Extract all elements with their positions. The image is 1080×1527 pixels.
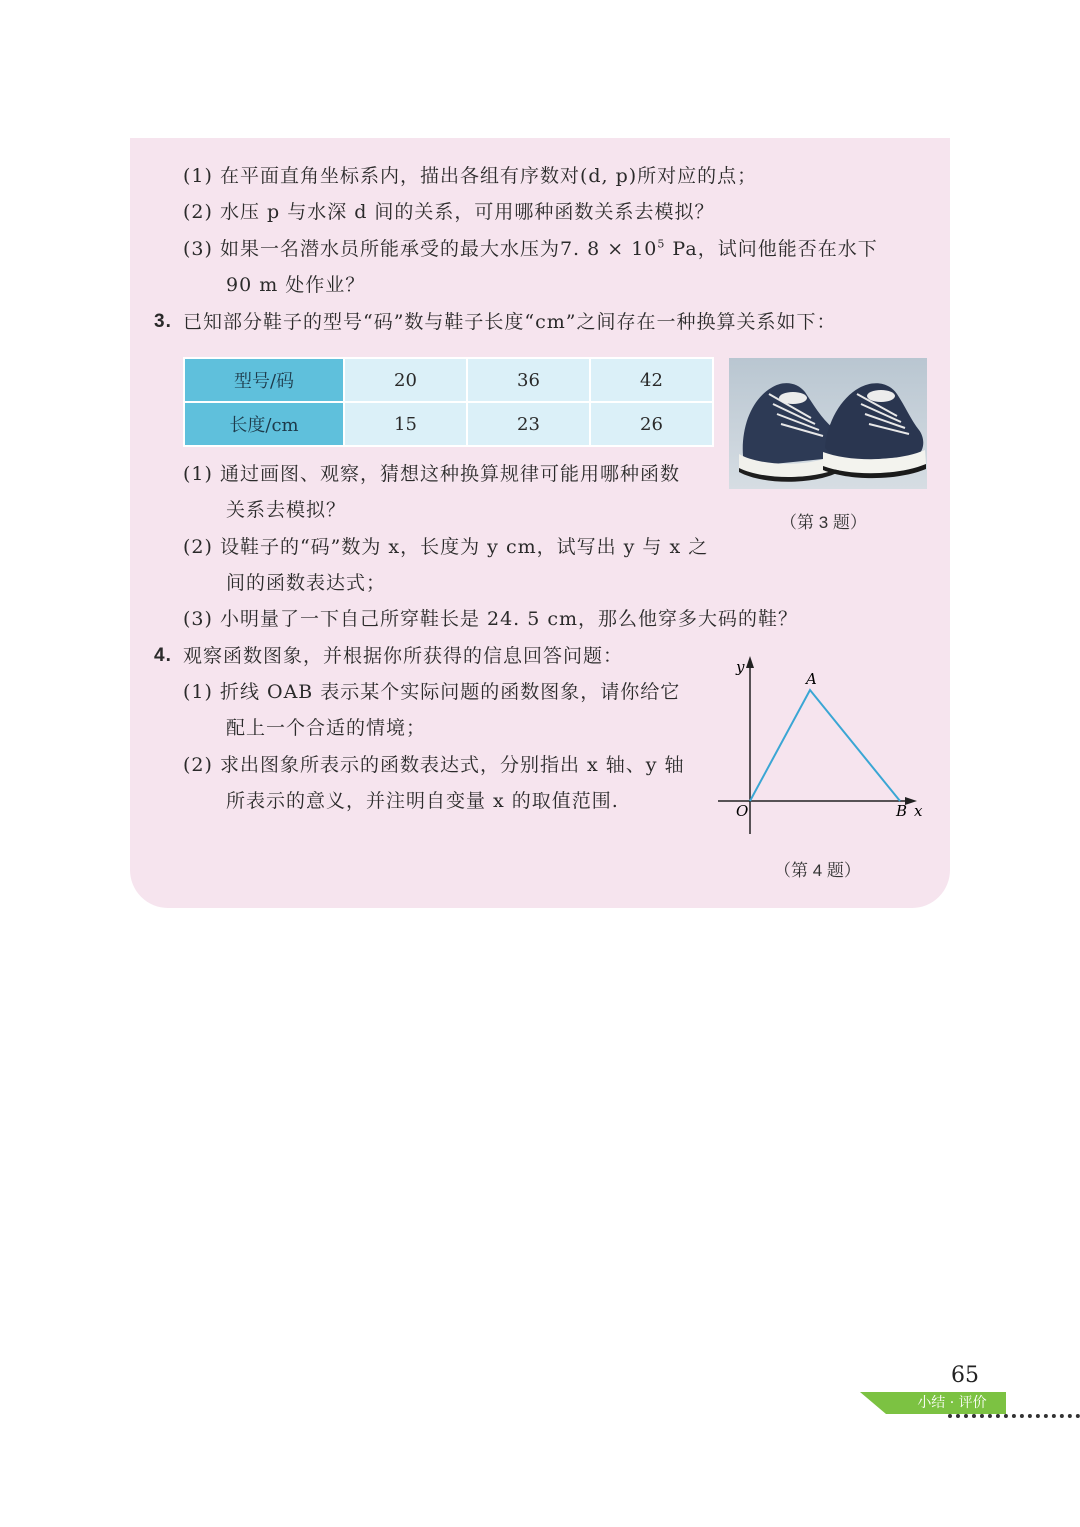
- q4-item-2-cont: 所表示的意义，并注明自变量 x 的取值范围.: [226, 790, 619, 812]
- y-axis-arrow: [746, 656, 754, 668]
- q3-item-2-cont: 间的函数表达式；: [226, 572, 387, 594]
- q2-item-3-exponent: 5: [657, 237, 666, 251]
- function-graph: [712, 652, 928, 842]
- q3-number: 3.: [154, 311, 172, 332]
- table-cell: 26: [590, 402, 713, 446]
- q4-item-1: (1) 折线 OAB 表示某个实际问题的函数图象，请你给它: [183, 681, 681, 703]
- q4-caption: （第 4 题）: [774, 861, 861, 880]
- section-tag: 小结 · 评价: [917, 1395, 987, 1411]
- q2-item-2: (2) 水压 p 与水深 d 间的关系，可用哪种函数关系去模拟？: [183, 201, 715, 223]
- row-header-size: 型号/码: [184, 358, 344, 402]
- q3-item-2: (2) 设鞋子的“码”数为 x，长度为 y cm，试写出 y 与 x 之: [183, 536, 709, 558]
- q2-item-3-cont: 90 m 处作业？: [226, 274, 366, 296]
- q2-item-3-text-b: Pa，试问他能否在水下: [665, 238, 878, 260]
- q4-number: 4.: [154, 645, 172, 666]
- shoe-size-table: [183, 357, 714, 447]
- table-cell: 42: [590, 358, 713, 402]
- page-number: 65: [951, 1363, 979, 1388]
- x-axis-label: x: [914, 802, 923, 820]
- q4-item-1-cont: 配上一个合适的情境；: [226, 717, 427, 739]
- q3-stem: 已知部分鞋子的型号“码”数与鞋子长度“cm”之间存在一种换算关系如下：: [183, 311, 837, 333]
- origin-label: O: [736, 802, 749, 820]
- table-row: [184, 402, 713, 446]
- footer-dotted-rule: [948, 1414, 1080, 1422]
- sneakers-illustration: [729, 358, 927, 489]
- y-axis-label: y: [736, 658, 745, 676]
- q3-item-1-cont: 关系去模拟？: [226, 499, 347, 521]
- q3-item-3: (3) 小明量了一下自己所穿鞋长是 24. 5 cm，那么他穿多大码的鞋？: [183, 608, 799, 630]
- table-cell: 15: [344, 402, 467, 446]
- q2-item-1: (1) 在平面直角坐标系内，描出各组有序数对(d, p)所对应的点；: [183, 165, 758, 187]
- table-cell: 23: [467, 402, 590, 446]
- point-A-label: A: [806, 670, 817, 688]
- q4-item-2: (2) 求出图象所表示的函数表达式，分别指出 x 轴、y 轴: [183, 754, 685, 776]
- q3-caption: （第 3 题）: [780, 513, 867, 532]
- row-header-length: 长度/cm: [184, 402, 344, 446]
- q4-stem: 观察函数图象，并根据你所获得的信息回答问题：: [183, 645, 624, 667]
- table-row: [184, 358, 713, 402]
- q3-item-1: (1) 通过画图、观察，猜想这种换算规律可能用哪种函数: [183, 463, 680, 485]
- polyline-OAB: [750, 690, 900, 801]
- q2-item-3-text-a: (3) 如果一名潜水员所能承受的最大水压为7. 8 × 10: [183, 238, 658, 260]
- table-cell: 20: [344, 358, 467, 402]
- sneakers-photo: [729, 358, 927, 489]
- table-cell: 36: [467, 358, 590, 402]
- q2-item-3: [183, 236, 878, 262]
- point-B-label: B: [896, 802, 908, 820]
